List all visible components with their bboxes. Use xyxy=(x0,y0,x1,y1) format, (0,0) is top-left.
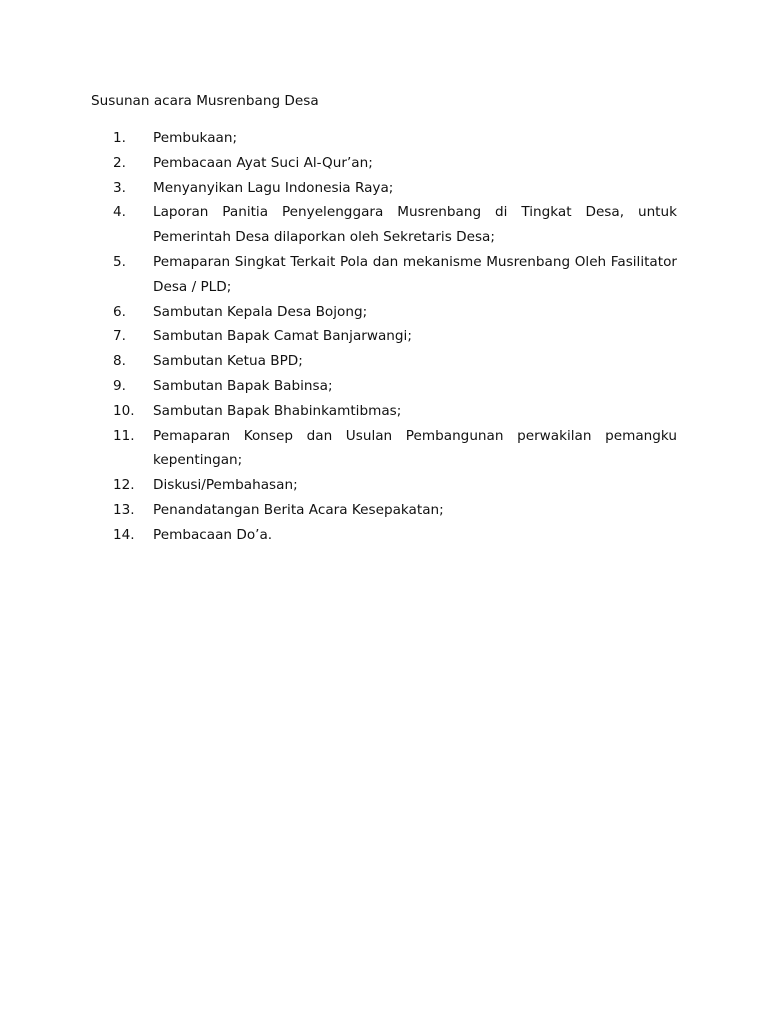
agenda-item xyxy=(0,349,768,374)
item-text: Menyanyikan Lagu Indonesia Raya; xyxy=(153,179,394,196)
agenda-item xyxy=(0,473,768,498)
agenda-item xyxy=(0,324,768,349)
item-text: Pembacaan Ayat Suci Al-Qur’an; xyxy=(153,154,373,171)
item-text: Sambutan Bapak Bhabinkamtibmas; xyxy=(153,402,402,419)
item-number: 1. xyxy=(113,130,126,146)
agenda-item xyxy=(0,151,768,176)
item-text: Sambutan Bapak Camat Banjarwangi; xyxy=(153,328,412,345)
item-text: Pembacaan Do’a. xyxy=(153,526,273,543)
item-text: Pemaparan Singkat Terkait Pola dan mekanisme Musrenbang Oleh Fasilitator Desa / PLD; xyxy=(153,253,677,295)
item-number: 8. xyxy=(113,353,126,370)
agenda-item xyxy=(0,200,768,250)
item-number: 13. xyxy=(113,501,135,518)
item-number: 9. xyxy=(113,377,126,394)
item-number: 3. xyxy=(113,179,126,196)
item-text: Pemaparan Konsep dan Usulan Pembangunan perwakilan pemangku kepentingan; xyxy=(153,427,677,469)
item-number: 12. xyxy=(113,477,135,494)
agenda-item xyxy=(0,176,768,201)
item-number: 11. xyxy=(113,427,135,444)
agenda-item xyxy=(0,250,768,300)
agenda-item xyxy=(0,126,768,151)
item-text: Sambutan Bapak Babinsa; xyxy=(153,377,333,394)
item-number: 14. xyxy=(113,526,135,543)
agenda-item xyxy=(0,300,768,325)
item-number: 5. xyxy=(113,253,126,270)
item-number: 2. xyxy=(113,154,126,171)
agenda-item xyxy=(0,523,768,548)
agenda-item xyxy=(0,399,768,424)
agenda-item xyxy=(0,374,768,399)
agenda-item xyxy=(0,498,768,523)
item-text: Sambutan Kepala Desa Bojong; xyxy=(153,303,368,320)
item-number: 6. xyxy=(113,303,126,320)
item-text: Sambutan Ketua BPD; xyxy=(153,353,303,370)
agenda-item xyxy=(0,424,768,474)
item-text: Laporan Panitia Penyelenggara Musrenbang di Tingkat Desa, untuk Pemerintah Desa dilaporkan oleh Sekretaris Desa; xyxy=(153,204,677,246)
item-text: Penandatangan Berita Acara Kesepakatan; xyxy=(153,501,444,518)
item-number: 4. xyxy=(113,204,126,221)
agenda-list xyxy=(0,126,768,548)
item-text: Pembukaan; xyxy=(153,130,238,146)
item-number: 7. xyxy=(113,328,126,345)
document-title: Susunan acara Musrenbang Desa xyxy=(91,93,319,109)
item-number: 10. xyxy=(113,402,135,419)
item-text: Diskusi/Pembahasan; xyxy=(153,477,298,494)
